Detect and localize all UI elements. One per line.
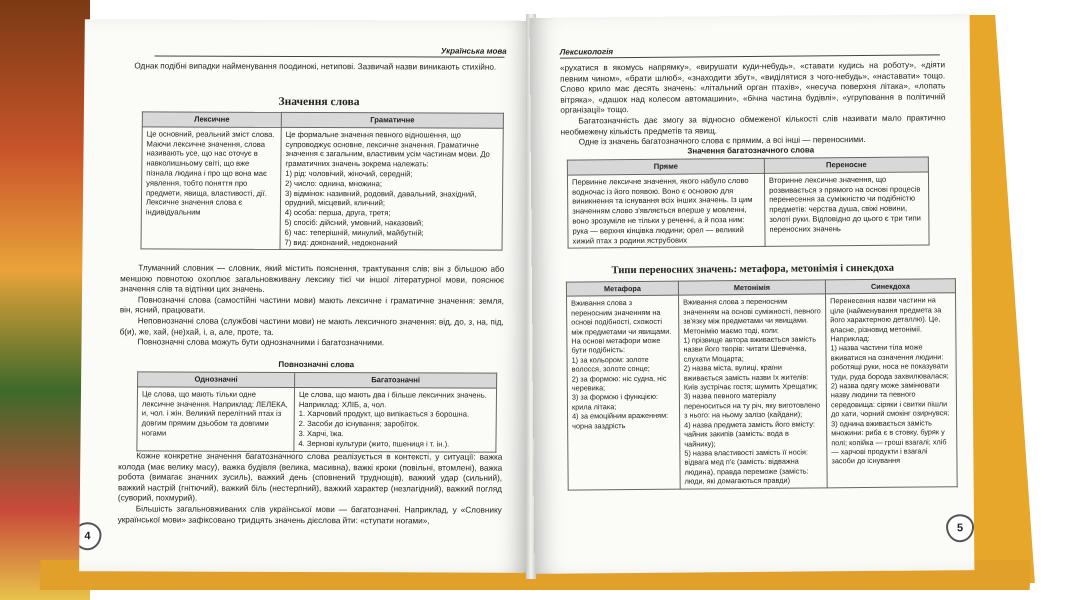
metaphor-line: На основі метафори може бути подібність: <box>571 335 661 356</box>
lexical-cell: Це основний, реальний зміст слова. Маючи лексичне значення, слова називають усе, що нас оточує в навколишньому світі, що вже пізнала людина і про що вона має уявлення, тобто поняття про предмети, явища, властивості, дії. Лексичне значення слова є індивідуальним <box>141 127 281 250</box>
full-words-table <box>136 371 497 452</box>
direct-cell: Первинне лексичне значення, якого набуло слово водночас із його появою. Воно є основою для виникнення та існування всіх інших значень. Із цим значенням слово з'являється вперше у мовленні, воно зрозуміле не тільки у реченні, а й поза ним: рука — верхня кінцівка людини; орел — великий хижий птах з родини яструбових <box>567 173 765 248</box>
may-be-text: Повнозначні слова можуть бути однозначними і багатозначними. <box>137 337 385 348</box>
synecdoche-line: 1) назва частини тіла може вживатися на означення людини: роботящі руки, носа не показувати туди, руда борода захвилювалася; <box>830 342 949 381</box>
metonymy-line: 1) прізвище автора вживається замість назви його творів: читати Шевченка, слухати Моцарта; <box>683 334 817 364</box>
grammatical-item: 5) спосіб: дійсний, умовний, наказовий; <box>284 217 424 228</box>
meaning-table <box>140 111 503 251</box>
running-header: Українська мова <box>440 46 507 56</box>
notfull-words-text: Неповнозначні слова (службові частини мови) не мають лексичного значення: від, до, з, на, під, б(и), же, хай, (не)хай, і, а, але, проте, та. <box>119 316 504 337</box>
grammatical-item: 4) особа: перша, друга, третя; <box>284 208 391 218</box>
metaphor-line: 4) за емоційним враженням: чорна заздрість <box>572 411 669 431</box>
section-title: Значення слова <box>278 95 360 109</box>
multi-item: 1. Харчовий продукт, що випікається з борошна. <box>298 409 470 419</box>
col-lexical: Лексичне <box>142 112 281 127</box>
synecdoche-line: Перенесення назви частини на ціле (найменування предмета за його характерною деталлю). Це, власне, різновид метонімії. <box>830 295 942 334</box>
page-number-right: 5 <box>946 514 974 542</box>
synecdoche-cell <box>826 293 958 487</box>
grammatical-item: 6) час: теперішній, минулий, майбутній; <box>284 227 424 238</box>
col-synecdoche: Синекдоха <box>825 279 955 295</box>
multi-intro: Це слова, що мають два і більше лексичних значень. Наприклад: ХЛІБ, а, чол. <box>298 389 487 409</box>
right-page <box>530 14 975 574</box>
metonymy-line: 4) назва предмета замість його вмісту: чайник закипів (замість: вода в чайнику); <box>684 419 816 449</box>
multi-item: 2. Засоби до існування; заробіток. <box>298 419 420 429</box>
grammatical-item: 2) число: однина, множина; <box>285 178 383 189</box>
context-paragraph <box>118 451 503 526</box>
figurative-types-table <box>566 278 958 490</box>
metaphor-line: 3) за формою і функцією: крила літака; <box>571 392 659 412</box>
table2-caption: Повнозначні слова <box>278 359 355 370</box>
one-meaning-text: Одне із значень багатозначного слова є прямим, а всі інші — переносними. <box>578 135 866 147</box>
grammatical-item: 3) відмінок: називний, родовий, давальний, знахідний, орудний, місцевий, кличний; <box>284 188 477 208</box>
col-grammatical: Граматичне <box>281 112 503 128</box>
grammatical-intro: Це формальне значення певного відношення, що супроводжує основне, лексичне значення. Граматичне значення є загальним, властивим усім частинам мови. До граматичних значень зокрема належать: <box>285 129 490 169</box>
most-words-text: Більшість загальновживаних слів української мови — багатозначні. Наприклад, у «Словнику української мови» зафіксовано тридцять значень дієслова йти: «ступати ногами», <box>117 504 502 525</box>
metaphor-line: 2) за формою: ніс судна, ніс черевика; <box>571 373 667 393</box>
col-single: Однозначні <box>138 372 295 387</box>
table3-caption: Значення багатозначного слова <box>687 145 815 156</box>
dictionary-text: Тлумачний словник — словник, який містить пояснення, трактування слів; він з більшою або меншою повнотою охоплює загальновживану лексику тієї чи іншої літературної мови, пояснює значення слів та відтінки цих значень. <box>120 263 505 295</box>
grammatical-cell <box>280 127 503 250</box>
col-direct: Пряме <box>567 158 764 175</box>
header-rule <box>560 54 940 58</box>
metaphor-line: Вживання слова з переносним значенням на основі подібності, схожості між предметами чи явищами. <box>571 298 672 337</box>
left-page <box>79 19 533 573</box>
grammatical-item: 7) вид: доконаний, недоконаний <box>284 237 398 247</box>
metaphor-line: 1) за кольором: золоте волосся, золоте сонце; <box>571 354 650 374</box>
synecdoche-line: 2) назва одягу може замінювати назву людини та певного середовища: сіряки і свитки пішли до хати, чорний смокінг озирнувся; <box>830 380 950 419</box>
figurative-cell: Вторинне лексичне значення, що розвивається з прямого на основі процесів перенесення за суміжністю чи подібністю предметів: черства душа, свіжі новини, золоті руки. Відповідно до цього є три типи переносних значень <box>764 172 929 247</box>
synecdoche-line: 3) однина вживається замість множини: риба є в стовку, буряк у полі; копійка — гроші взагалі; хліб — харчові продукти і взагалі засоби до існування <box>831 418 947 466</box>
metonymy-line: 5) назва властивості замість її носія: відвага мед п'є (замість: відважна людина), правда переможе (замість: люди, які домагаються правди) <box>684 447 809 486</box>
grammatical-item: 1) рід: чоловічий, жіночий, середній; <box>285 168 413 179</box>
background-cover <box>0 0 90 600</box>
header-rule <box>154 55 504 57</box>
col-metonymy: Метонімія <box>678 280 825 296</box>
dictionary-paragraph <box>119 263 504 349</box>
synecdoche-line: Наприклад: <box>830 334 870 344</box>
metonymy-line: Вживання слова з переносним значенням на основі суміжності, певного зв'язку між предметами чи явищами. Метонімію маємо тоді, коли: <box>683 297 821 336</box>
polysemy-table <box>567 156 930 249</box>
ambiguity-text: Багатозначність дає змогу за відносно обмеженої кількості слів називати мало практично необмежену кількість предметів та явищ. <box>560 113 946 137</box>
metonymy-cell <box>679 294 828 488</box>
continuation-text: «рухатися в якомусь напрямку», «вирушати куди-небудь», «ставати кудись на роботу», «діяти певним чином», «брати шлюб», «знаходити збут», «виділятися з чого-небудь», «наставати» тощо. Слово крило має десять значень: «літальний орган птахів», «несуча поверхня літака», «лопать вітряка», «дашок над колесом автомашини», «бічна частина будівлі», «угруповання в політичній організації» тощо. <box>559 60 946 116</box>
metonymy-line: 3) назва певного матеріалу переноситься на ту річ, яку виготовлено з нього: на ньому залізо (кайдани); <box>683 391 821 420</box>
multi-cell <box>294 387 497 451</box>
metaphor-cell <box>567 296 681 490</box>
col-metaphor: Метафора <box>566 281 678 296</box>
multi-item: 3. Харчі, їжа. <box>298 428 344 439</box>
full-words-text: Повнозначні слова (самостійні частини мови) мають лексичне і граматичне значення: земля, він, ясний, працювати. <box>119 295 505 316</box>
metonymy-line: 2) назва міста, вулиці, країни вживається замість назви їх жителів: Київ зустрічає гостя; шумить Хрещатик; <box>683 362 818 392</box>
intro-text: Однак подібні випадки найменування поодинокі, нетипові. Зазвичай назви виникають стихійно. <box>134 61 497 72</box>
single-cell: Це слова, що мають тільки одне лексичне значення. Наприклад: ЛЕЛЕКА, и, чол. і жін. Великий перелітний птах із довгим прямим дзьобом та довгими ногами <box>137 387 295 451</box>
multi-item: 4. Зернові культури (жито, пшениця і т. ін.). <box>298 438 450 449</box>
col-figurative: Переносне <box>764 157 928 173</box>
continuation-paragraph <box>560 60 946 148</box>
running-header: Лексикологія <box>559 47 614 57</box>
section-title-2: Типи переносних значень: метафора, метонімія і синекдоха <box>611 262 895 277</box>
context-text: Кожне конкретне значення багатозначного слова реалізується в контексті, у ситуації: важка колода (має велику масу), важка будівля (велика, масивна), важкі кроки (повільні, втомлені), важка робота (вимагає значних зусиль), важкий день (сповнений труднощів), важкий удар (сильний), важкий настрій (гнітючий), важкий біль (нестерпний), важкий характер (незлагідний), важкий погляд (суворий, похмурий). <box>117 451 503 503</box>
page-number-left: 4 <box>79 522 102 550</box>
col-multi: Багатозначні <box>295 372 497 388</box>
